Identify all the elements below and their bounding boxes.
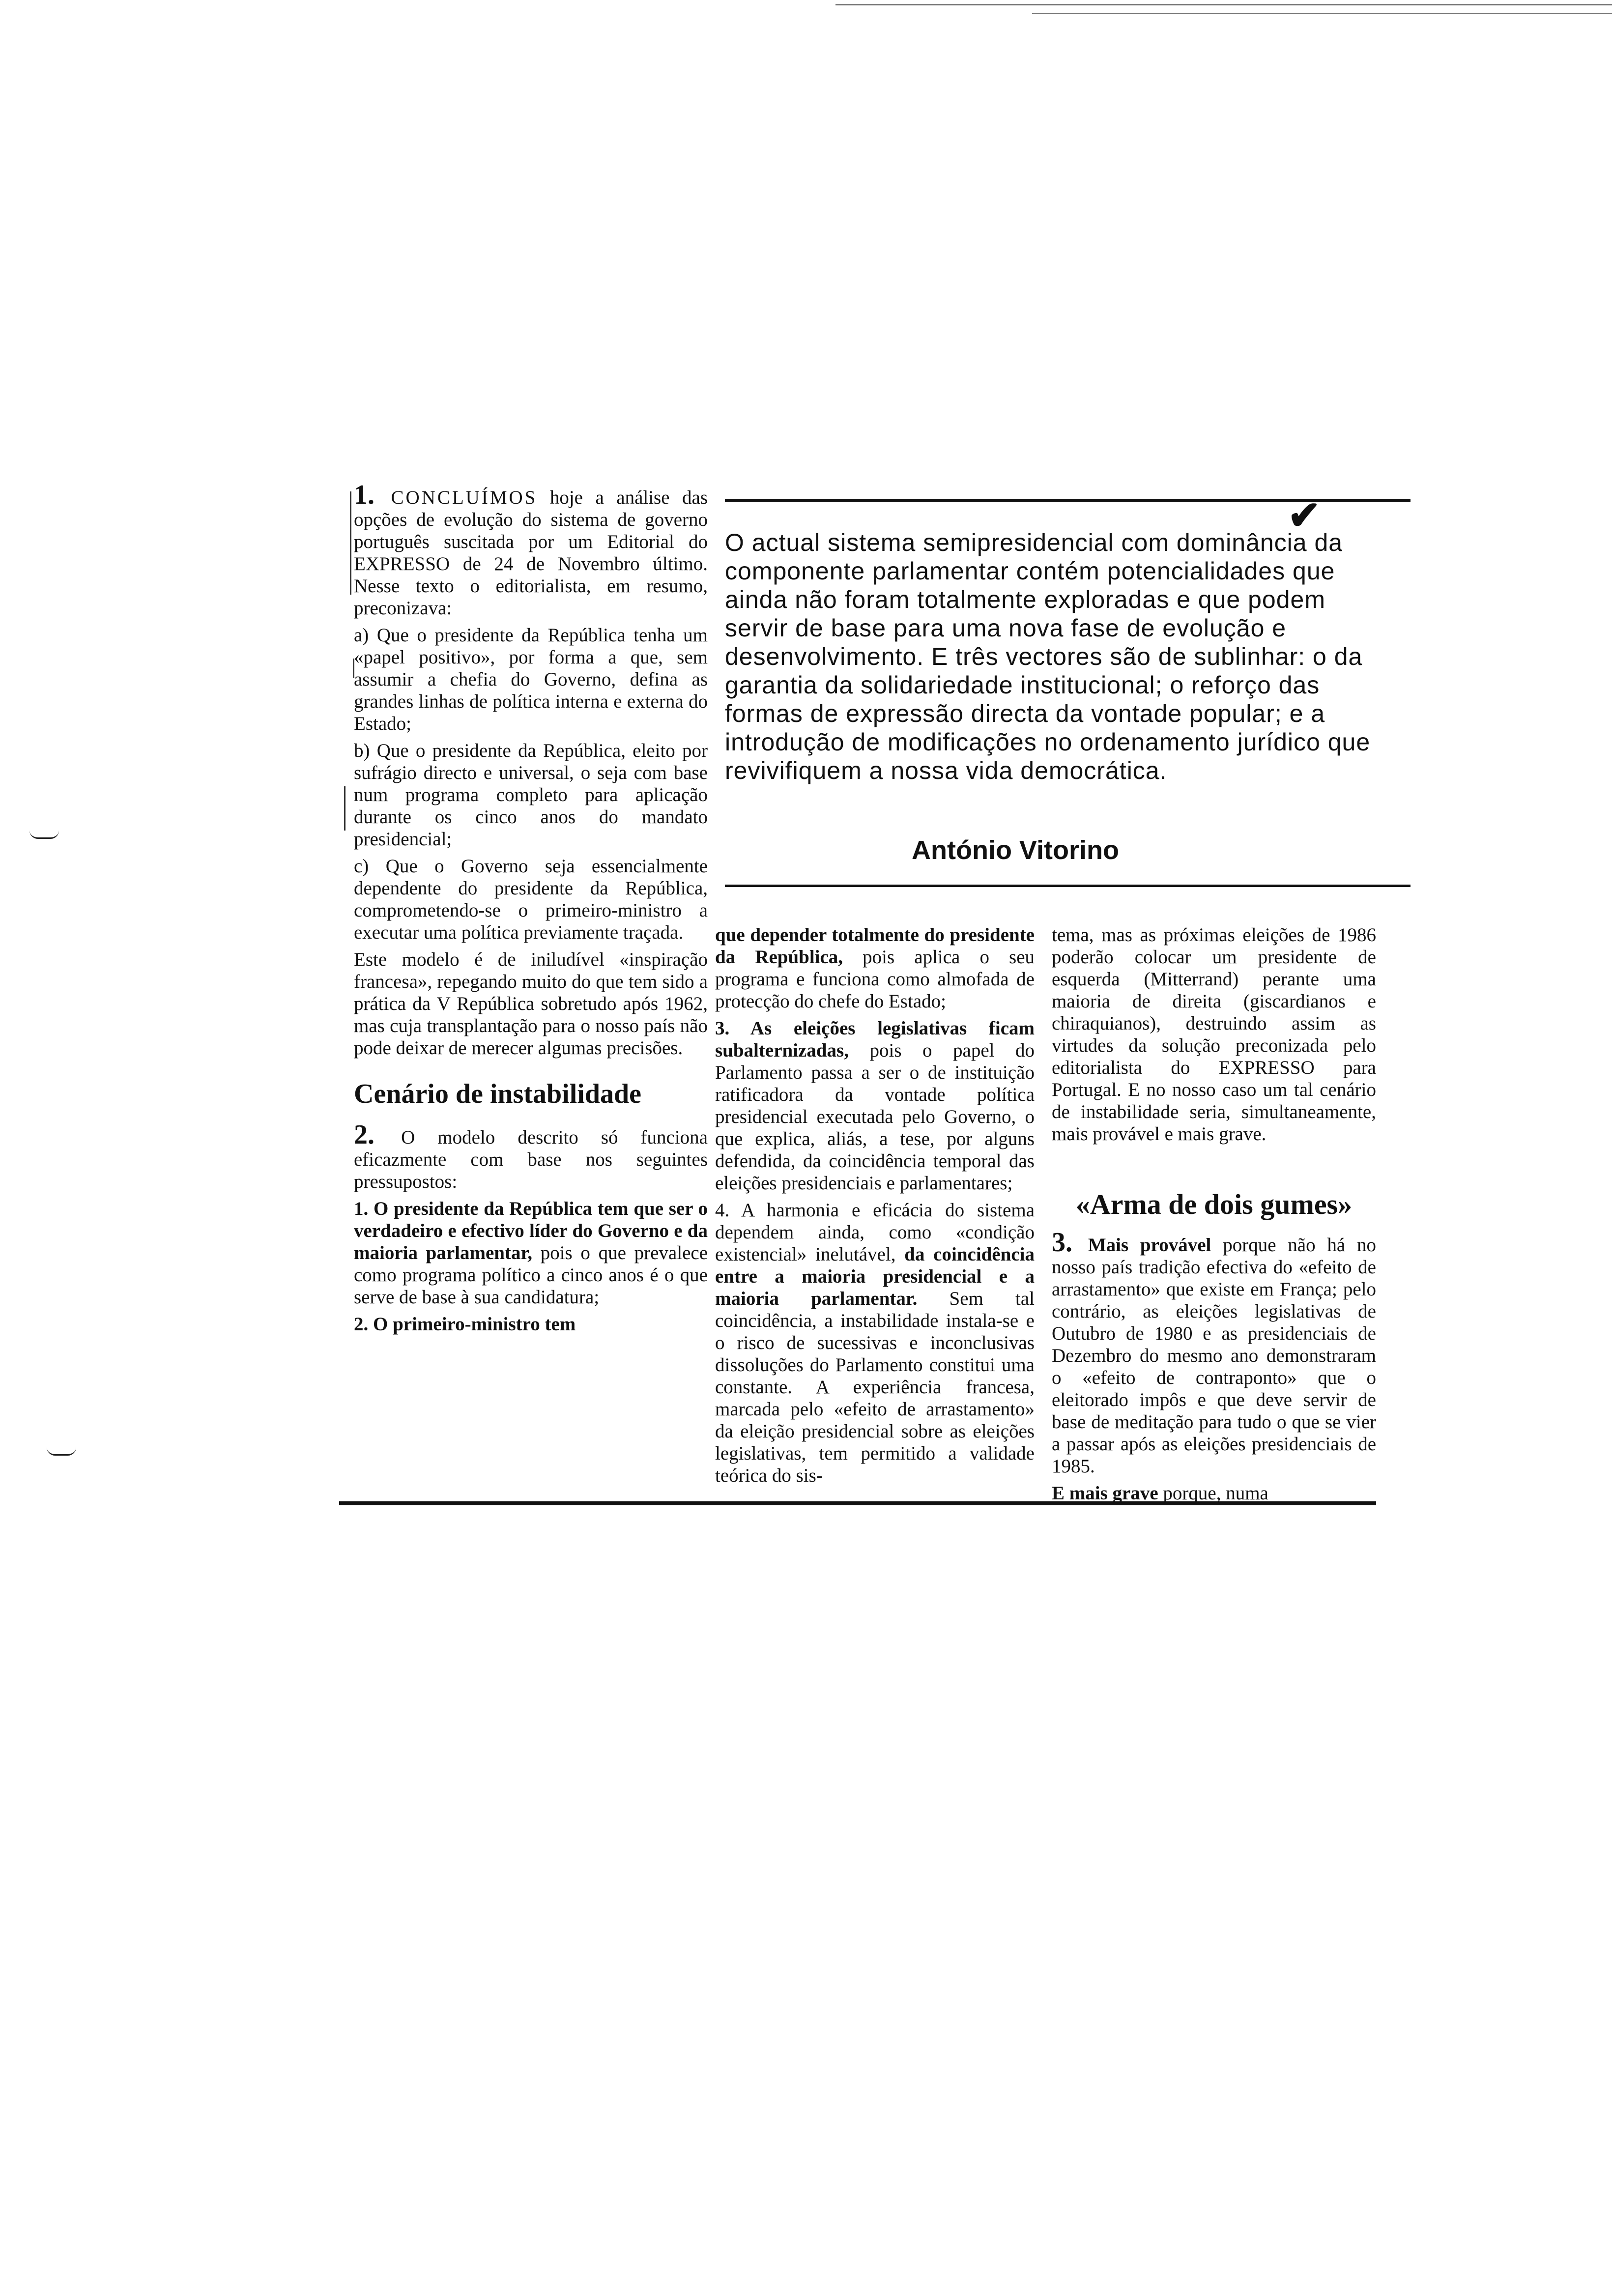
premise-text: pois o que prevalece como programa político a cinco anos é o que serve de base à sua candidatura; — [354, 1242, 708, 1308]
paragraph-text: porque, numa — [1163, 1483, 1268, 1504]
column-1 — [354, 480, 708, 1340]
point-a: a) Que o presidente da República tenha um «papel positivo», por forma a que, sem assumir a chefia do Governo, defina as grandes linhas de política interna e externa do Estado; — [354, 625, 708, 734]
premise-bold: 3. As eleições legislativas ficam subalternizadas, — [715, 1018, 1035, 1061]
point-c: c) Que o Governo seja essencialmente dependente do presidente da República, comprometendo-se o primeiro-ministro a executar uma política previamente traçada. — [354, 856, 708, 943]
premise-text: pois aplica o seu programa e funciona como almofada de protecção do chefe do Estado; — [715, 947, 1035, 1012]
subheading-arma: «Arma de dois gumes» — [1075, 1188, 1353, 1220]
opening-caps: CONCLUÍMOS — [391, 487, 538, 508]
paragraph-model: Este modelo é de iniludível «inspiração francesa», repegando muito do que tem sido a prática da V República sobretudo após 1962, mas cuja transplantação para o nosso país não pode deixar de merecer algumas precisões. — [354, 949, 708, 1059]
premise-4 — [715, 1199, 1035, 1487]
column-3 — [1052, 924, 1376, 1509]
premise-bold: 1. O presidente da República tem que ser o verdadeiro e efectivo líder do Governo e da maioria parlamentar, — [354, 1198, 708, 1263]
section-number: 2. — [354, 1119, 374, 1150]
column-2 — [715, 924, 1035, 1492]
scan-smudge — [47, 1447, 76, 1456]
premise-text: pois o papel do Parlamento passa a ser o de instituição ratificadora da vontade política presidencial executada pelo Governo, o que explica, aliás, a tese, por alguns defendida, da coincidência temporal das eleições presidenciais e parlamentares; — [715, 1040, 1035, 1194]
paragraph-bold: E mais grave — [1052, 1483, 1158, 1504]
lead-paragraph: O actual sistema semipresidencial com dominância da componente parlamentar contém potencialidades que ainda não foram totalmente exploradas e que podem servir de base para uma nova fase de evolução e desenvolvimento. E três vectores são de sublinhar: o da garantia da solidariedade institucional; o reforço das formas de expressão directa da vontade popular; e a introdução de modificações no ordenamento jurídico que revivifiquem a nossa vida democrática. — [725, 529, 1371, 784]
subheading-cenario: Cenário de instabilidade — [354, 1079, 641, 1109]
premise-text: Sem tal coincidência, a instabilidade instala-se e o risco de sucessivas e inconclusivas dissoluções do Parlamento constitui uma constante. A experiência francesa, marcada pelo «efeito de arrastamento» da eleição presidencial sobre as eleições legislativas, tem permitido a validade teórica do sis- — [715, 1288, 1035, 1486]
premise-bold: que depender totalmente do presidente da República, — [715, 924, 1035, 968]
paragraph-continued: tema, mas as próximas eleições de 1986 poderão colocar um presidente de esquerda (Mitterrand) perante uma maioria de direita (giscardianos e chiraquianos), destruindo assim as virtudes da solução preconizada pelo editorialista do EXPRESSO para Portugal. E no nosso caso um tal cenário de instabilidade seria, simultaneamente, mais provável e mais grave. — [1052, 924, 1376, 1145]
paragraph-text: porque não há no nosso país tradição efectiva do «efeito de arrastamento» que existe em França; pelo contrário, as eleições legislativas de Outubro de 1980 e as presidenciais de Dezembro do mesmo ano demonstraram o «efeito de contraponto» que o eleitorado impôs e que deve servir de base de meditação para tudo o que se vier a passar após as eleições presidenciais de 1985. — [1052, 1234, 1377, 1477]
section-number: 1. — [354, 480, 374, 510]
premise-3 — [715, 1017, 1035, 1194]
paragraph-last — [1052, 1482, 1376, 1504]
author-byline: António Vitorino — [912, 835, 1119, 865]
arrow-mark-icon: ✔ — [1288, 494, 1321, 538]
section-number: 3. — [1052, 1227, 1072, 1258]
premise-2-continued — [715, 924, 1035, 1012]
point-b: b) Que o presidente da República, eleito por sufrágio directo e universal, o seja com base num programa completo para aplicação durante os cinco anos do mandato presidencial; — [354, 740, 708, 850]
paragraph-1 — [354, 480, 708, 619]
margin-mark — [344, 786, 345, 831]
premise-2-start: 2. O primeiro-ministro tem — [354, 1314, 576, 1335]
paragraph-text: O modelo descrito só funciona eficazmente com base nos seguintes pressupostos: — [354, 1127, 708, 1192]
premise-text: 4. A harmonia e eficácia do sistema dependem ainda, como «condição existencial» inelutável, — [715, 1200, 1035, 1265]
lead-bottom-rule — [725, 885, 1410, 887]
premise-1 — [354, 1198, 708, 1308]
paragraph-3 — [1052, 1227, 1377, 1477]
margin-mark — [350, 491, 351, 595]
paragraph-text: hoje a análise das opções de evolução do sistema de governo português suscitada por um Editorial do EXPRESSO de 24 de Novembro último. Nesse texto o editorialista, em resumo, preconizava: — [354, 487, 708, 619]
scan-smudge — [29, 831, 59, 839]
paragraph-bold: Mais provável — [1088, 1234, 1211, 1256]
premise-bold: da coincidência entre a maioria presidencial e a maioria parlamentar. — [715, 1244, 1035, 1309]
paragraph-2 — [354, 1119, 708, 1193]
scan-edge-line — [1032, 13, 1612, 14]
scan-edge-line — [835, 4, 1612, 5]
